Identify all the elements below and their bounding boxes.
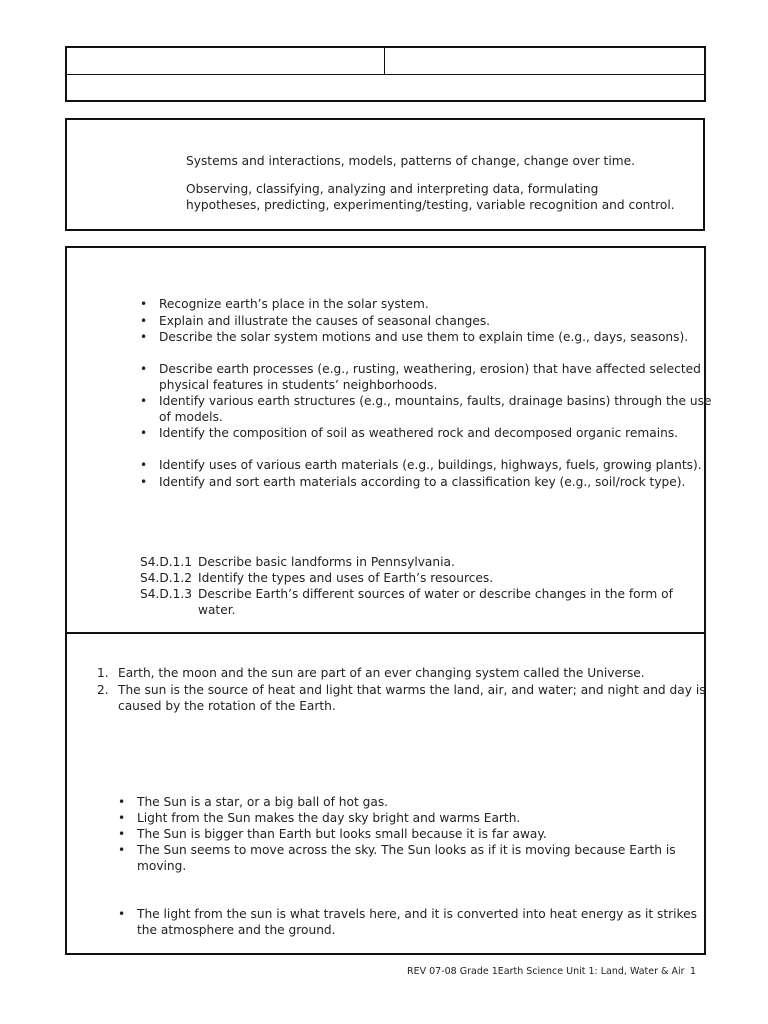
- header-table: [65, 46, 706, 102]
- footer-text: REV 07-08 Grade 1Earth Science Unit 1: Land, Water & Air: [407, 966, 685, 977]
- big-idea-item: Earth, the moon and the sun are part of an ever changing system called the Universe.: [118, 666, 645, 680]
- standard-text: Identify the types and uses of Earth’s resources.: [198, 571, 494, 585]
- content-item: • The Sun seems to move across the sky. The Sun looks as if it is moving because Earth is: [137, 842, 676, 858]
- standard-code: S4.D.1.1: [140, 555, 193, 569]
- header-cell-bottom: [67, 75, 704, 100]
- standard-text: Describe Earth’s different sources of water or describe changes in the form of: [198, 587, 673, 601]
- objective-item: • Identify uses of various earth materials (e.g., buildings, highways, fuels, growing plants).: [159, 457, 702, 473]
- content-box: [65, 632, 706, 955]
- header-cell-left: [67, 48, 385, 75]
- standard-text: Describe basic landforms in Pennsylvania.: [198, 555, 455, 569]
- objective-item-continued: of models.: [159, 410, 223, 424]
- objective-item: • Identify the composition of soil as weathered rock and decomposed organic remains.: [159, 425, 678, 441]
- content-item: • The light from the sun is what travels here, and it is converted into heat energy as it strikes: [137, 906, 697, 922]
- standard-text-continued: water.: [198, 603, 236, 617]
- process-skills-line-1: Observing, classifying, analyzing and interpreting data, formulating: [186, 182, 599, 196]
- objective-item: • Explain and illustrate the causes of seasonal changes.: [159, 313, 490, 329]
- list-number: 2.: [97, 683, 109, 697]
- standard-code: S4.D.1.3: [140, 587, 193, 601]
- header-cell-right: [385, 48, 704, 75]
- page-number: 1: [690, 966, 697, 977]
- objectives-box: [65, 246, 712, 634]
- standard-code: S4.D.1.2: [140, 571, 193, 585]
- concepts-text: Systems and interactions, models, patterns of change, change over time.: [186, 154, 635, 168]
- objective-item: • Recognize earth’s place in the solar system.: [159, 296, 429, 312]
- list-number: 1.: [97, 666, 109, 680]
- objective-item: • Describe the solar system motions and use them to explain time (e.g., days, seasons).: [159, 329, 688, 345]
- objective-item-continued: physical features in students’ neighborhoods.: [159, 378, 438, 392]
- objective-item: • Describe earth processes (e.g., rusting, weathering, erosion) that have affected selected: [159, 361, 701, 377]
- concepts-box: [65, 118, 705, 231]
- content-item-continued: moving.: [137, 859, 187, 873]
- content-item: • Light from the Sun makes the day sky bright and warms Earth.: [137, 810, 520, 826]
- content-item: • The Sun is bigger than Earth but looks small because it is far away.: [137, 826, 547, 842]
- content-item: • The Sun is a star, or a big ball of hot gas.: [137, 794, 388, 810]
- objective-item: • Identify and sort earth materials according to a classification key (e.g., soil/rock type).: [159, 474, 685, 490]
- objective-item: • Identify various earth structures (e.g., mountains, faults, drainage basins) through the use: [159, 393, 711, 409]
- process-skills-line-2: hypotheses, predicting, experimenting/testing, variable recognition and control.: [186, 198, 675, 212]
- content-item-continued: the atmosphere and the ground.: [137, 923, 336, 937]
- big-idea-item: The sun is the source of heat and light that warms the land, air, and water; and night and day is: [118, 683, 706, 697]
- big-idea-item-continued: caused by the rotation of the Earth.: [118, 699, 336, 713]
